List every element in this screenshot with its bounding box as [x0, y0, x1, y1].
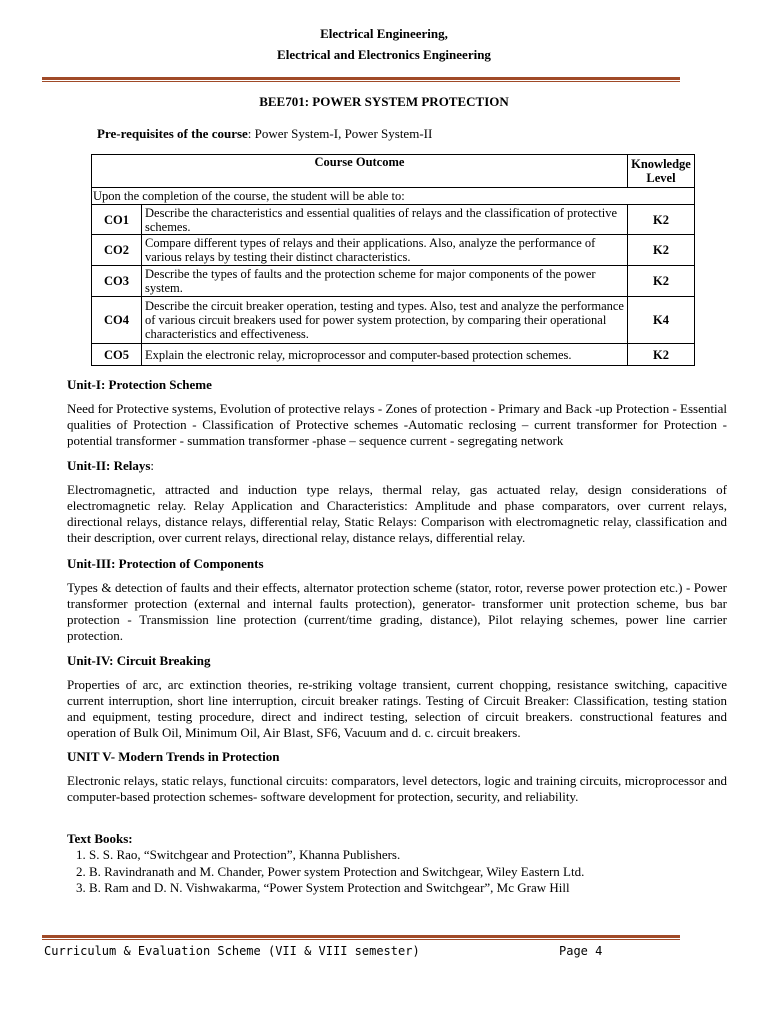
header-line-2: Electrical and Electronics Engineering: [277, 47, 491, 62]
course-outcome-table: [91, 154, 695, 366]
table-row: [92, 344, 695, 366]
unit-4: [67, 653, 727, 741]
outcome-id: CO1: [92, 205, 142, 235]
outcome-level: K2: [628, 266, 695, 297]
outcome-level: K4: [628, 297, 695, 344]
list-item: 1. S. S. Rao, “Switchgear and Protection”, Khanna Publishers.: [89, 847, 727, 864]
outcome-text: Describe the circuit breaker operation, testing and types. Also, test and analyze the performance of various circuit breakers used for power system protection, by comparing their operational characteristics and effectiveness.: [142, 297, 628, 344]
outcome-id: CO3: [92, 266, 142, 297]
prerequisites-value: : Power System-I, Power System-II: [247, 126, 433, 141]
outcome-id: CO5: [92, 344, 142, 366]
unit-1: [67, 377, 727, 449]
unit-content: Properties of arc, arc extinction theories, re-striking voltage transient, current chopping, resistance switching, capacitive current interruption, short line interruption, circuit breaker ratings. Testing of Circuit Breaker: Classification, testing station and equipment, testing procedure, direct and indirect testing, selection of circuit breakers. constructional features and operation of Bulk Oil, Minimum Oil, Air Blast, SF6, Vacuum and d. c. circuit breakers.: [67, 677, 727, 740]
outcome-id: CO2: [92, 235, 142, 266]
col-course-outcome: Course Outcome: [92, 155, 628, 188]
unit-content: Types & detection of faults and their effects, alternator protection scheme (stator, rotor, reverse power protection etc.) - Power transformer protection (external and internal faults protection), generator- transformer unit protection scheme, bus bar protection - Transmission line protection (current/time grading, distance), Pilot relaying schemes, power line carrier protection.: [67, 580, 727, 643]
outcome-id: CO4: [92, 297, 142, 344]
unit-2: [67, 458, 727, 546]
table-row: [92, 297, 695, 344]
unit-content: Electronic relays, static relays, functional circuits: comparators, level detectors, logic and training circuits, microprocessor and computer-based protection schemes- software development for protection, security, and reliability.: [67, 773, 727, 804]
header-divider: [42, 77, 680, 82]
unit-heading: Unit-IV: Circuit Breaking: [67, 653, 211, 668]
outcome-text: Explain the electronic relay, microprocessor and computer-based protection schemes.: [142, 344, 628, 366]
unit-content: Need for Protective systems, Evolution of protective relays - Zones of protection - Primary and Back -up Protection - Essential qualities of Protection - Classification of Protective schemes -Automatic reclosing – current transformer for Protection - potential transformer - summation transformer -phase – sequence current - segregating network: [67, 401, 727, 448]
textbooks: [67, 831, 727, 897]
table-row: [92, 205, 695, 235]
outcome-level: K2: [628, 235, 695, 266]
footer-scheme: Curriculum & Evaluation Scheme (VII & VIII semester): [44, 944, 420, 958]
unit-heading-colon: :: [150, 458, 155, 473]
unit-heading: UNIT V- Modern Trends in Protection: [67, 749, 280, 764]
footer-divider: [42, 935, 680, 940]
col-knowledge-level: Knowledge Level: [628, 155, 695, 188]
textbook-list: [67, 847, 727, 897]
list-item: 2. B. Ravindranath and M. Chander, Power system Protection and Switchgear, Wiley Eastern Ltd.: [89, 864, 727, 881]
page-number: Page 4: [559, 944, 603, 958]
unit-content: Electromagnetic, attracted and induction type relays, thermal relay, gas actuated relay, design considerations of electromagnetic relay. Relay Application and Characteristics: Amplitude and phase comparators, over current relays, directional relays, distance relays, differential relay, Static Relays: Comparison with electromagnetic relay, classification and their description, over current relays, directional relay, distance relays, differential relay.: [67, 482, 727, 545]
table-row: [92, 235, 695, 266]
footer: [44, 944, 684, 958]
outcome-text: Describe the characteristics and essential qualities of relays and the classification of protective schemes.: [142, 205, 628, 235]
outcome-level: K2: [628, 205, 695, 235]
prerequisites-label: Pre-requisites of the course: [97, 126, 248, 141]
prerequisites: [97, 126, 432, 142]
table-row: [92, 266, 695, 297]
unit-5: [67, 749, 727, 805]
outcome-text: Describe the types of faults and the protection scheme for major components of the power system.: [142, 266, 628, 297]
textbooks-heading: Text Books:: [67, 831, 133, 846]
list-item: 3. B. Ram and D. N. Vishwakarma, “Power System Protection and Switchgear”, Mc Graw Hill: [89, 880, 727, 897]
outcome-level: K2: [628, 344, 695, 366]
outcome-intro: Upon the completion of the course, the student will be able to:: [92, 188, 695, 205]
unit-heading: Unit-I: Protection Scheme: [67, 377, 212, 392]
unit-heading: [67, 458, 727, 474]
unit-heading-text: Unit-II: Relays: [67, 458, 151, 473]
course-title: BEE701: POWER SYSTEM PROTECTION: [259, 94, 509, 109]
outcome-text: Compare different types of relays and their applications. Also, analyze the performance of various relays by testing their distinct characteristics.: [142, 235, 628, 266]
unit-3: [67, 556, 727, 644]
unit-heading: Unit-III: Protection of Components: [67, 556, 264, 571]
header-line-1: Electrical Engineering,: [320, 26, 448, 41]
